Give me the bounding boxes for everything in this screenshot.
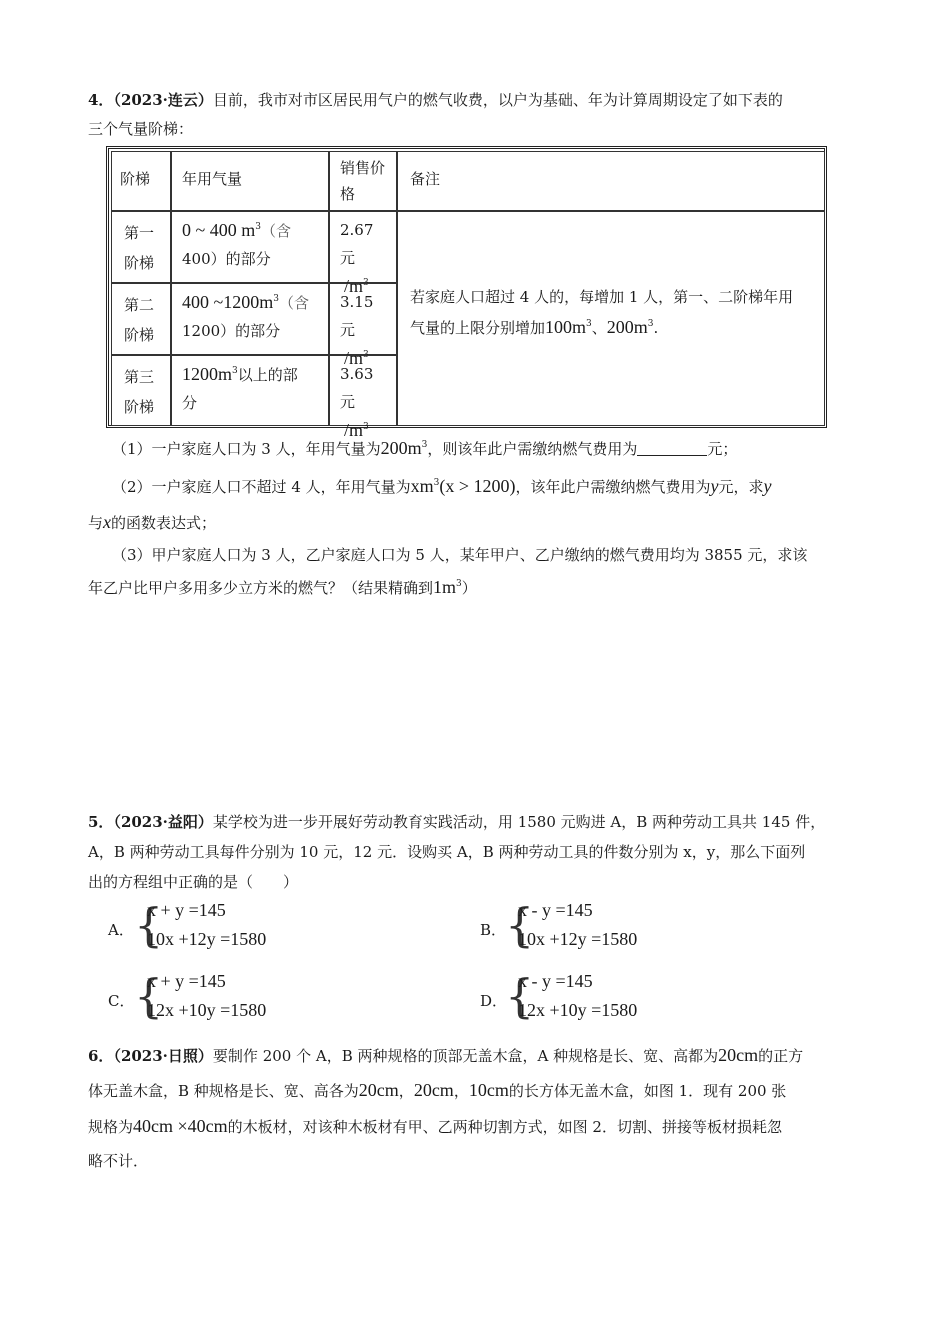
option-c-label: C．	[108, 992, 135, 1010]
q6-line3: 规格为40cm ×40cm的木板材，对该种木板材有甲、乙两种切割方式，如图 2．切割、拼接等板材损耗忽	[88, 1116, 782, 1136]
q5-line3: 出的方程组中正确的是（ ）	[88, 873, 299, 891]
brace-icon: {	[505, 898, 535, 952]
table-row1-volume: 0 ~ 400 $m^3$（含 400）的部分	[171, 211, 329, 283]
q4-sub3-line2: 年乙户比甲户多用多少立方米的燃气？（结果精确到$1m^3$）	[88, 577, 477, 597]
table-header-volume: 年用气量	[171, 151, 329, 211]
table-row1-tier: 第一阶梯	[111, 211, 171, 283]
q4-source: （2023·连云）	[113, 91, 213, 109]
q6-number: 6．	[88, 1047, 114, 1065]
table-row3-price: 3.63 元 $/m^3$	[329, 355, 397, 426]
option-a-label: A．	[108, 921, 134, 939]
brace-icon: {	[505, 969, 535, 1023]
option-b-label: B．	[480, 921, 507, 939]
brace-icon: {	[134, 969, 164, 1023]
q4-sub2-line2: 与x的函数表达式；	[88, 512, 217, 532]
table-row2-volume: 400 $\sim 1200m^3$（含 1200）的部分	[171, 283, 329, 355]
table-row1-price: 2.67 元 $/m^3$	[329, 211, 397, 283]
q6-line1: 6．（2023·日照）要制作 200 个 A，B 两种规格的顶部无盖木盒，A 种规格是长、宽、高都为20cm的正方	[88, 1045, 804, 1065]
q5-line2: A，B 两种劳动工具每件分别为 10 元，12 元．设购买 A，B 两种劳动工具的件数分别为 x，y，那么下面列	[88, 843, 806, 861]
q6-line4: 略不计．	[88, 1152, 149, 1170]
gas-tier-table	[106, 146, 827, 440]
q5-source: （2023·益阳）	[113, 813, 213, 831]
table-row3-tier: 第三阶梯	[111, 355, 171, 426]
brace-icon: {	[134, 898, 164, 952]
table-row2-tier: 第二阶梯	[111, 283, 171, 355]
table-row3-volume: $1200m^3$以上的部 分	[171, 355, 329, 426]
table-header-note: 备注	[397, 151, 825, 211]
q4-sub3-line1: （3）甲户家庭人口为 3 人，乙户家庭人口为 5 人，某年甲户、乙户缴纳的燃气费用均为 3855 元，求该	[112, 546, 808, 564]
q5-line1: 5．（2023·益阳）某学校为进一步开展好劳动教育实践活动，用 1580 元购进 A，B 两种劳动工具共 145 件，	[88, 813, 826, 831]
table-row2-price: 3.15 元 $/m^3$	[329, 283, 397, 355]
table-header-price: 销售价格	[329, 151, 397, 211]
q4-number: 4．	[88, 91, 114, 109]
answer-blank[interactable]	[637, 437, 707, 456]
q6-line2: 体无盖木盒，B 种规格是长、宽、高各为20cm，20cm，10cm的长方体无盖木盒，如图 1．现有 200 张	[88, 1080, 787, 1100]
q4-stem-line1: 4．（2023·连云）目前，我市对市区居民用气户的燃气收费，以户为基础、年为计算周期设定了如下表的	[88, 91, 783, 109]
q4-sub1: （1）一户家庭人口为 3 人，年用气量为$200m^3$，则该年此户需缴纳燃气费用为 元；	[112, 438, 738, 458]
table-header-tier: 阶梯	[111, 151, 171, 211]
table-note-cell: 若家庭人口超过 4 人的，每增加 1 人，第一、二阶梯年用 气量的上限分别增加$100m^3$、$200m^3$.	[397, 211, 825, 426]
option-d-label: D．	[480, 992, 508, 1010]
q6-source: （2023·日照）	[113, 1047, 213, 1065]
q4-sub2-line1: （2）一户家庭人口不超过 4 人，年用气量为$xm^3(x > 1200)$，该年此户需缴纳燃气费用为y元，求y	[112, 476, 772, 496]
q4-stem-line2: 三个气量阶梯：	[88, 120, 194, 138]
q5-number: 5．	[88, 813, 114, 831]
